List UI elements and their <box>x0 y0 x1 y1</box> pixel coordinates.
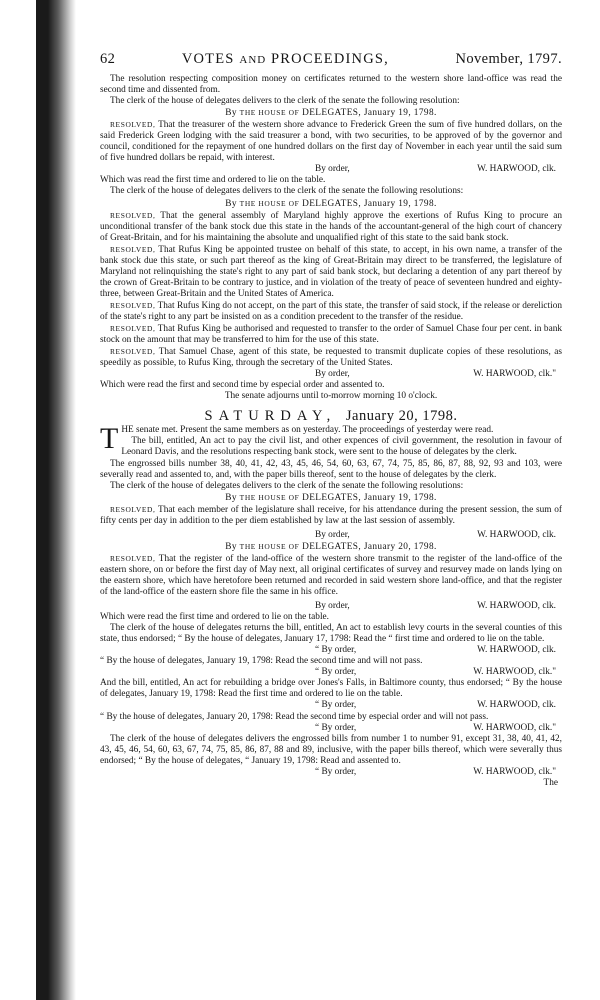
paragraph: The clerk of the house of delegates delivers to the clerk of the senate the following resolution: <box>110 96 460 107</box>
paragraph: The resolution respecting composition money on certificates returned to the western shore land-office was read the second time and dissented from. <box>100 74 562 96</box>
header-date: November, 1797. <box>455 51 562 67</box>
catchword: The <box>543 777 558 788</box>
resolution-heading: By THE HOUSE OF DELEGATES, January 20, 1798. <box>225 541 437 552</box>
resolution: RESOLVED, That Rufus King be authorised and requested to transfer to the order of Samuel Chase four per cent. in bank stock on the amount that may be transferred to him for the use of this state. <box>100 324 562 346</box>
adjournment-note: The senate adjourns until to-morrow morning 10 o'clock. <box>224 391 438 402</box>
endorsement: “ By the house of delegates, January 20, 1798: Read the second time by especial order and will not pass. <box>100 711 489 722</box>
resolution-heading: By THE HOUSE OF DELEGATES, January 19, 1798. <box>225 108 437 119</box>
resolution: RESOLVED, That the register of the land-office of the western shore transmit to the register of the land-office of the eastern shore, on or before the first day of May next, all original certificates of survey and resurvey made on lands lying on the eastern shore, which have heretofore been returned and recorded in said western shore land-office, and that the register of the land-office of the eastern shore file the same in his office. <box>100 553 562 598</box>
resolution: RESOLVED, That Rufus King do not accept, on the part of this state, the transfer of said stock, if the release or dereliction of the state's right to any part be insisted on as a condition precedent to the transfer of the residue. <box>100 300 562 322</box>
paragraph: Which were read the first time and ordered to lie on the table. <box>100 612 329 623</box>
endorsement: “ By the house of delegates, January 19, 1798: Read the second time and will not pass. <box>100 656 423 667</box>
paragraph: The engrossed bills number 38, 40, 41, 42, 43, 45, 46, 54, 60, 63, 67, 74, 75, 85, 86, 87, 88, 92, 93 and 103, were severally read and assented to, and, with the paper bills thereof, sent to the house of delegates by the clerk. <box>100 458 562 480</box>
paragraph: The clerk of the house of delegates returns the bill, entitled, An act to establish levy courts in the several counties of this state, thus endorsed; “ By the house of delegates, January 17, 1798: Read the “ first time and ordered to lie on the table. <box>100 623 562 645</box>
resolution: RESOLVED, That Rufus King be appointed trustee on behalf of this state, to accept, in his own name, a transfer of the bank stock due this state, or such part thereof as the king of Great-Britain may direct to be transferred, the legislature of Maryland not relinquishing the state's right to any part of said bank stock, but declaring a detention of any part thereof by the crown of Great-Britain to be contrary to justice, and in violation of the treaty of peace of seventeen hundred and eighty-three, between Great-Britain and the United States of America. <box>100 244 562 299</box>
signature-line: “ By order, W. HARWOOD, clk. <box>315 645 556 656</box>
resolution: RESOLVED, That each member of the legislature shall receive, for his attendance during the present session, the sum of fifty cents per day in addition to the per diem established by law at the last session of assembly. <box>100 504 562 526</box>
day-heading: SATURDAY, January 20, 1798. <box>204 408 458 425</box>
paragraph: The clerk of the house of delegates delivers the engrossed bills from number 1 to number 91, except 31, 38, 40, 41, 42, 43, 45, 46, 54, 60, 63, 67, 74, 75, 85, 86, 87, 88 and 89, inclusive, with the paper bills thereof, which were severally thus endorsed; “ By the house of delegates, “ January 19, 1798: Read and assented to. <box>100 733 562 766</box>
page-number: 62 <box>100 51 116 67</box>
paragraph: The bill, entitled, An act to pay the civil list, and other expences of civil government, the resolution in favour of Leonard Davis, and the resolutions respecting bank stock, were sent to the house of delegates by the clerk. <box>121 436 562 458</box>
drop-cap: T <box>100 422 119 456</box>
signature-line: “ By order, W. HARWOOD, clk." <box>315 667 556 678</box>
resolution: RESOLVED, That the treasurer of the western shore advance to Frederick Green the sum of five hundred dollars, on the said Frederick Green lodging with the said treasurer a bond, with two securities, to be approved of by the governor and council, conditioned for the repayment of one hundred dollars on the first day of November in each year until the said sum of five hundred dollars be repaid, with interest. <box>100 120 562 164</box>
signature-line: “ By order, W. HARWOOD, clk. <box>315 700 556 711</box>
resolution: RESOLVED, That the general assembly of Maryland highly approve the exertions of Rufus King to procure an unconditional transfer of the bank stock due this state in the hands of the accountant-general of the high court of chancery of Great-Britain, and for his maintaining the absolute and unqualified right of this state to the said bank stock. <box>100 210 562 243</box>
paragraph: THE senate met. Present the same members as on yesterday. The proceedings of yesterday were read. <box>100 422 494 456</box>
paragraph: The clerk of the house of delegates delivers to the clerk of the senate the following resolutions: <box>110 186 464 197</box>
signature-line: By order, W. HARWOOD, clk. <box>315 164 556 175</box>
resolution: RESOLVED, That Samuel Chase, agent of this state, be requested to transmit duplicate copies of these resolutions, as speedily as possible, to Rufus King, through the secretary of the United States. <box>100 347 562 369</box>
paragraph: The clerk of the house of delegates delivers to the clerk of the senate the following resolutions: <box>110 480 464 491</box>
signature-line: By order, W. HARWOOD, clk. <box>315 601 556 612</box>
document-page <box>100 50 562 789</box>
signature-line: By order, W. HARWOOD, clk. <box>315 529 556 540</box>
paragraph: And the bill, entitled, An act for rebuilding a bridge over Jones's Falls, in Baltimore county, thus endorsed; “ By the house of delegates, January 19, 1798: Read the first time and ordered to lie on the table. <box>100 678 562 700</box>
paragraph: Which were read the first and second time by especial order and assented to. <box>100 380 385 391</box>
running-header <box>100 50 562 69</box>
running-title: VOTES AND PROCEEDINGS, <box>181 51 389 67</box>
signature-line: “ By order, W. HARWOOD, clk." <box>315 766 556 777</box>
signature-line: “ By order, W. HARWOOD, clk." <box>315 722 556 733</box>
page-binding-edge <box>36 0 76 1000</box>
signature-line: By order, W. HARWOOD, clk." <box>315 369 556 380</box>
resolution-heading: By THE HOUSE OF DELEGATES, January 19, 1798. <box>225 198 437 209</box>
resolution-heading: By THE HOUSE OF DELEGATES, January 19, 1798. <box>225 492 437 503</box>
paragraph: Which was read the first time and ordered to lie on the table. <box>100 175 326 186</box>
